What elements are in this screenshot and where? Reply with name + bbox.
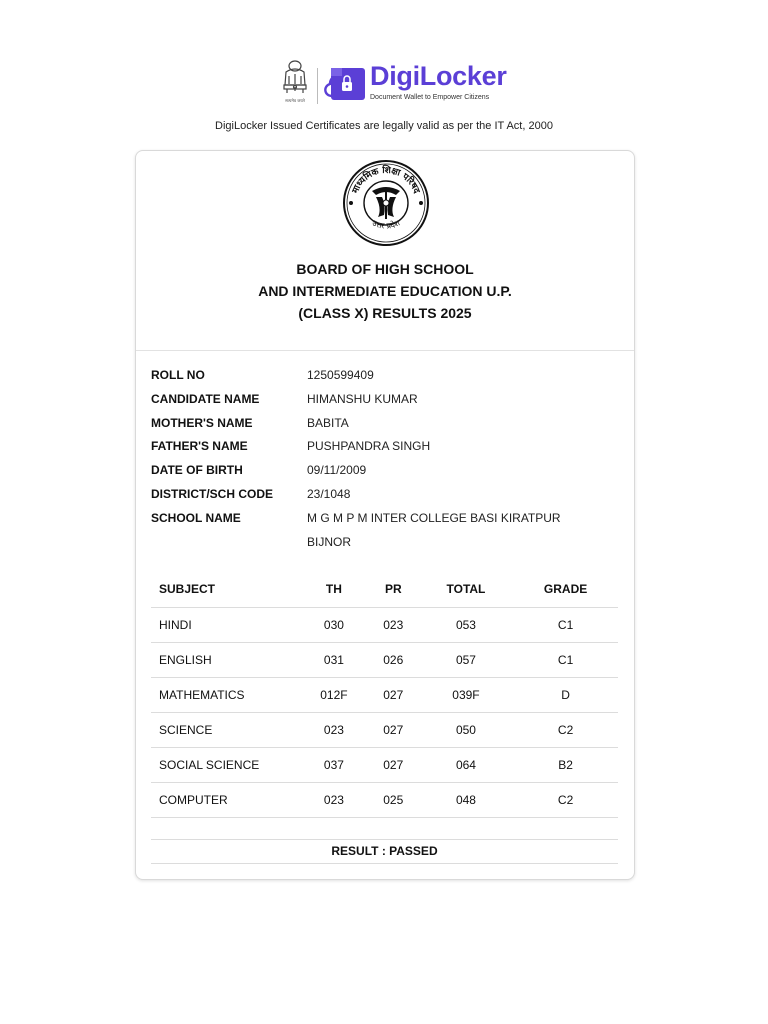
detail-label: DATE OF BIRTH (151, 463, 243, 478)
table-row (151, 783, 618, 818)
column-header-total: TOTAL (446, 582, 486, 596)
detail-label: SCHOOL NAME (151, 510, 241, 525)
detail-label: FATHER'S NAME (151, 439, 248, 454)
detail-row-mothers-name (151, 412, 621, 436)
seal-top-text: माध्यमिक शिक्षा परिषद (350, 165, 422, 196)
detail-value: HIMANSHU KUMAR (307, 391, 418, 406)
result-certificate-card (135, 150, 635, 880)
cell-subject: ENGLISH (151, 643, 300, 678)
national-emblem-icon (278, 58, 312, 104)
board-title-line-3: (CLASS X) RESULTS 2025 (298, 305, 472, 321)
cell-pr: 026 (368, 643, 419, 678)
cell-total: 048 (419, 783, 513, 818)
digilocker-cloud-lock-icon (322, 64, 368, 106)
detail-row-roll-no (151, 364, 621, 388)
board-title-line-1: BOARD OF HIGH SCHOOL (296, 261, 474, 277)
table-row (151, 678, 618, 713)
cell-grade: D (513, 678, 618, 713)
legal-validity-note: DigiLocker Issued Certificates are legally valid as per the IT Act, 2000 (215, 120, 553, 132)
cell-grade: C1 (513, 608, 618, 643)
board-title (136, 258, 634, 324)
cell-pr: 025 (368, 783, 419, 818)
cell-subject: SOCIAL SCIENCE (151, 748, 300, 783)
detail-row-district-school-code (151, 483, 621, 507)
cell-th: 023 (300, 783, 368, 818)
detail-value: BABITA (307, 415, 349, 430)
detail-value: 23/1048 (307, 486, 351, 501)
cell-pr: 023 (368, 608, 419, 643)
cell-th: 037 (300, 748, 368, 783)
cell-subject: COMPUTER (151, 783, 300, 818)
detail-label: ROLL NO (151, 368, 205, 382)
cell-total: 064 (419, 748, 513, 783)
cell-grade: C1 (513, 643, 618, 678)
detail-row-date-of-birth (151, 459, 621, 483)
cell-subject: SCIENCE (151, 713, 300, 748)
board-title-line-2: AND INTERMEDIATE EDUCATION U.P. (258, 283, 512, 299)
detail-row-fathers-name (151, 435, 621, 459)
cell-total: 050 (419, 713, 513, 748)
upmsp-seal-icon (342, 159, 430, 247)
candidate-details (151, 364, 621, 554)
svg-text:उत्तर प्रदेश (371, 218, 402, 230)
digilocker-brand: DigiLocker (370, 61, 507, 91)
logo-separator (317, 68, 318, 104)
cell-th: 012F (300, 678, 368, 713)
detail-row-school-name (151, 507, 621, 555)
cell-total: 057 (419, 643, 513, 678)
table-row (151, 643, 618, 678)
cell-grade: C2 (513, 783, 618, 818)
cell-pr: 027 (368, 678, 419, 713)
column-header-subject: SUBJECT (159, 582, 216, 596)
column-header-th: TH (325, 582, 342, 596)
detail-value: 09/11/2009 (307, 463, 367, 478)
seal-bottom-text: उत्तर प्रदेश (370, 218, 402, 231)
detail-row-candidate-name (151, 388, 621, 412)
digilocker-header (0, 56, 768, 116)
table-row (151, 713, 618, 748)
detail-label: MOTHER'S NAME (151, 415, 253, 430)
emblem-caption: सत्यमेव जयते (285, 98, 305, 103)
cell-grade: B2 (513, 748, 618, 783)
table-row (151, 608, 618, 643)
detail-label: CANDIDATE NAME (151, 391, 260, 406)
cell-pr: 027 (368, 748, 419, 783)
detail-value: PUSHPANDRA SINGH (307, 439, 431, 454)
cell-total: 039F (419, 678, 513, 713)
cell-total: 053 (419, 608, 513, 643)
column-header-grade: GRADE (543, 582, 588, 596)
cell-subject: HINDI (151, 608, 300, 643)
cell-th: 031 (300, 643, 368, 678)
marks-header-row (151, 571, 618, 608)
column-header-pr: PR (384, 582, 402, 596)
header-divider (136, 350, 634, 351)
cell-th: 030 (300, 608, 368, 643)
result-status: RESULT : PASSED (151, 839, 618, 864)
cell-subject: MATHEMATICS (151, 678, 300, 713)
detail-label: DISTRICT/SCH CODE (151, 486, 274, 501)
digilocker-tagline: Document Wallet to Empower Citizens (370, 94, 490, 101)
detail-value: 1250599409 (307, 368, 374, 382)
table-row (151, 748, 618, 783)
detail-value: M G M P M INTER COLLEGE BASI KIRATPUR BIJNOR (307, 510, 561, 549)
marks-table (151, 571, 618, 818)
cell-th: 023 (300, 713, 368, 748)
cell-pr: 027 (368, 713, 419, 748)
cell-grade: C2 (513, 713, 618, 748)
